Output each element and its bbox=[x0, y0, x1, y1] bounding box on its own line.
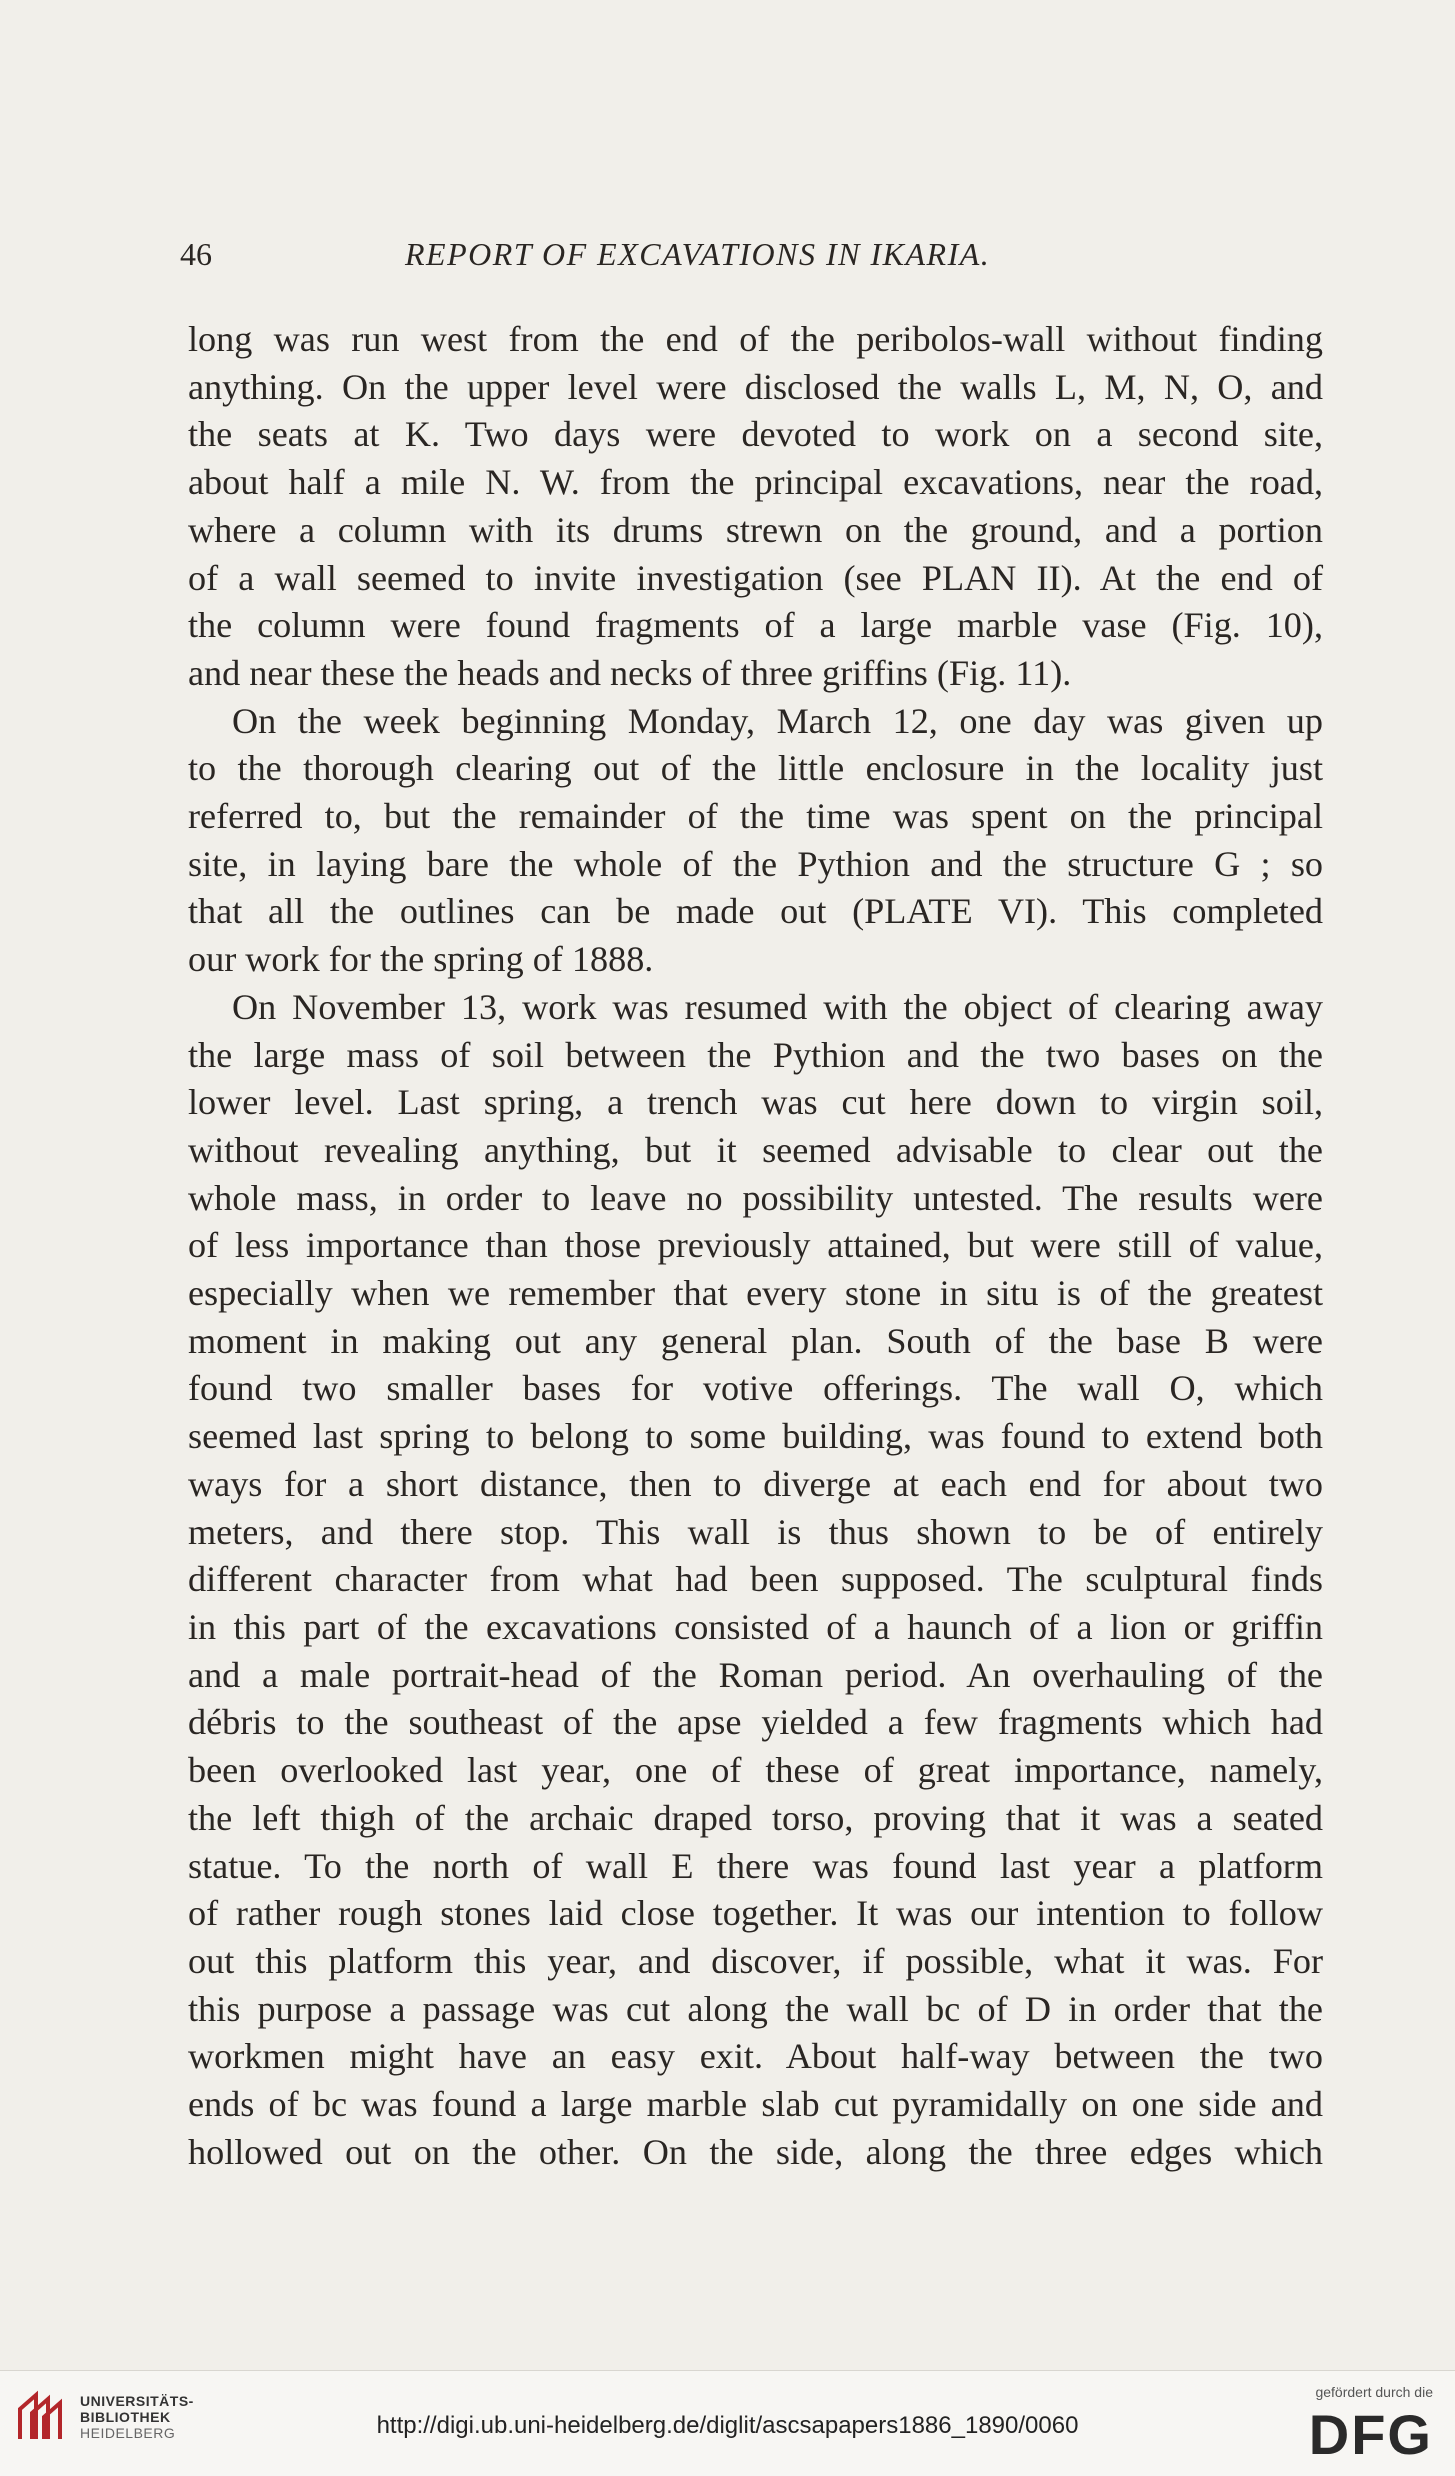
dfg-logo: DFG bbox=[1308, 2403, 1433, 2466]
text-line: meters, and there stop. This wall is thus shown to be of entirely bbox=[188, 1511, 1323, 1552]
text-line: lower level. Last spring, a trench was cut here down to virgin soil, bbox=[188, 1082, 1323, 1123]
text-line: our work for the spring of 1888. bbox=[188, 939, 654, 980]
page-header bbox=[180, 236, 1330, 286]
text-line: and a male portrait-head of the Roman period. An overhauling of the bbox=[188, 1654, 1323, 1695]
text-line: of less importance than those previously attained, but were still of value, bbox=[188, 1225, 1323, 1266]
text-line: débris to the southeast of the apse yielded a few fragments which had bbox=[188, 1702, 1323, 1743]
text-line: ways for a short distance, then to diverge at each end for about two bbox=[188, 1463, 1323, 1504]
text-line: referred to, but the remainder of the time was spent on the principal bbox=[188, 796, 1323, 837]
library-name-line: HEIDELBERG bbox=[80, 2425, 176, 2441]
text-line: long was run west from the end of the peribolos-wall without finding bbox=[188, 319, 1323, 359]
text-line: the column were found fragments of a large marble vase (Fig. 10), bbox=[188, 605, 1323, 646]
text-line: about half a mile N. W. from the principal excavations, near the road, bbox=[188, 462, 1323, 503]
text-line: been overlooked last year, one of these of great importance, namely, bbox=[188, 1750, 1323, 1791]
text-line: of rather rough stones laid close together. It was our intention to follow bbox=[188, 1893, 1323, 1934]
text-line: and near these the heads and necks of three griffins (Fig. 11). bbox=[188, 652, 1072, 693]
text-line: hollowed out on the other. On the side, along the three edges which bbox=[188, 2131, 1323, 2172]
text-line: site, in laying bare the whole of the Pythion and the structure G ; so bbox=[188, 843, 1323, 884]
text-line: ends of bc was found a large marble slab cut pyramidally on one side and bbox=[188, 2084, 1323, 2125]
text-line: moment in making out any general plan. South of the base B were bbox=[188, 1320, 1323, 1361]
text-line: of a wall seemed to invite investigation (see PLAN II). At the end of bbox=[188, 557, 1323, 598]
text-line: seemed last spring to belong to some building, was found to extend both bbox=[188, 1416, 1323, 1457]
text-line: the seats at K. Two days were devoted to work on a second site, bbox=[188, 414, 1323, 455]
running-head: REPORT OF EXCAVATIONS IN IKARIA. bbox=[405, 236, 991, 272]
text-line: different character from what had been supposed. The sculptural finds bbox=[188, 1559, 1323, 1600]
text-line: especially when we remember that every stone in situ is of the greatest bbox=[188, 1273, 1323, 1314]
text-line: this purpose a passage was cut along the wall bc of D in order that the bbox=[188, 1988, 1323, 2029]
body-text bbox=[188, 316, 1323, 2176]
text-line: the left thigh of the archaic draped torso, proving that it was a seated bbox=[188, 1797, 1323, 1838]
text-line: without revealing anything, but it seemed advisable to clear out the bbox=[188, 1129, 1323, 1170]
text-line: workmen might have an easy exit. About half-way between the two bbox=[188, 2036, 1323, 2077]
page-number: 46 bbox=[180, 236, 212, 272]
text-line: in this part of the excavations consisted of a haunch of a lion or griffin bbox=[188, 1606, 1323, 1647]
text-line: where a column with its drums strewn on the ground, and a portion bbox=[188, 509, 1323, 550]
text-line: out this platform this year, and discover, if possible, what it was. For bbox=[188, 1940, 1323, 1981]
text-line: anything. On the upper level were disclosed the walls L, M, N, O, and bbox=[188, 366, 1323, 407]
paragraph-start-line: On November 13, work was resumed with the object of clearing away bbox=[232, 986, 1323, 1027]
text-line: to the thorough clearing out of the little enclosure in the locality just bbox=[188, 748, 1323, 789]
text-line: the large mass of soil between the Pythion and the two bases on the bbox=[188, 1034, 1323, 1075]
sponsor-caption: gefördert durch die bbox=[1315, 2384, 1433, 2400]
text-line: whole mass, in order to leave no possibility untested. The results were bbox=[188, 1177, 1323, 1218]
library-name-line: BIBLIOTHEK bbox=[80, 2409, 171, 2425]
library-name-line: UNIVERSITÄTS- bbox=[80, 2393, 194, 2409]
text-line: that all the outlines can be made out (PLATE VI). This completed bbox=[188, 891, 1323, 932]
text-line: found two smaller bases for votive offerings. The wall O, which bbox=[188, 1368, 1323, 1409]
text-line: statue. To the north of wall E there was found last year a platform bbox=[188, 1845, 1323, 1886]
source-url-link[interactable]: http://digi.ub.uni-heidelberg.de/diglit/ascsapapers1886_1890/0060 bbox=[376, 2412, 1079, 2439]
paragraph-start-line: On the week beginning Monday, March 12, one day was given up bbox=[232, 700, 1323, 741]
